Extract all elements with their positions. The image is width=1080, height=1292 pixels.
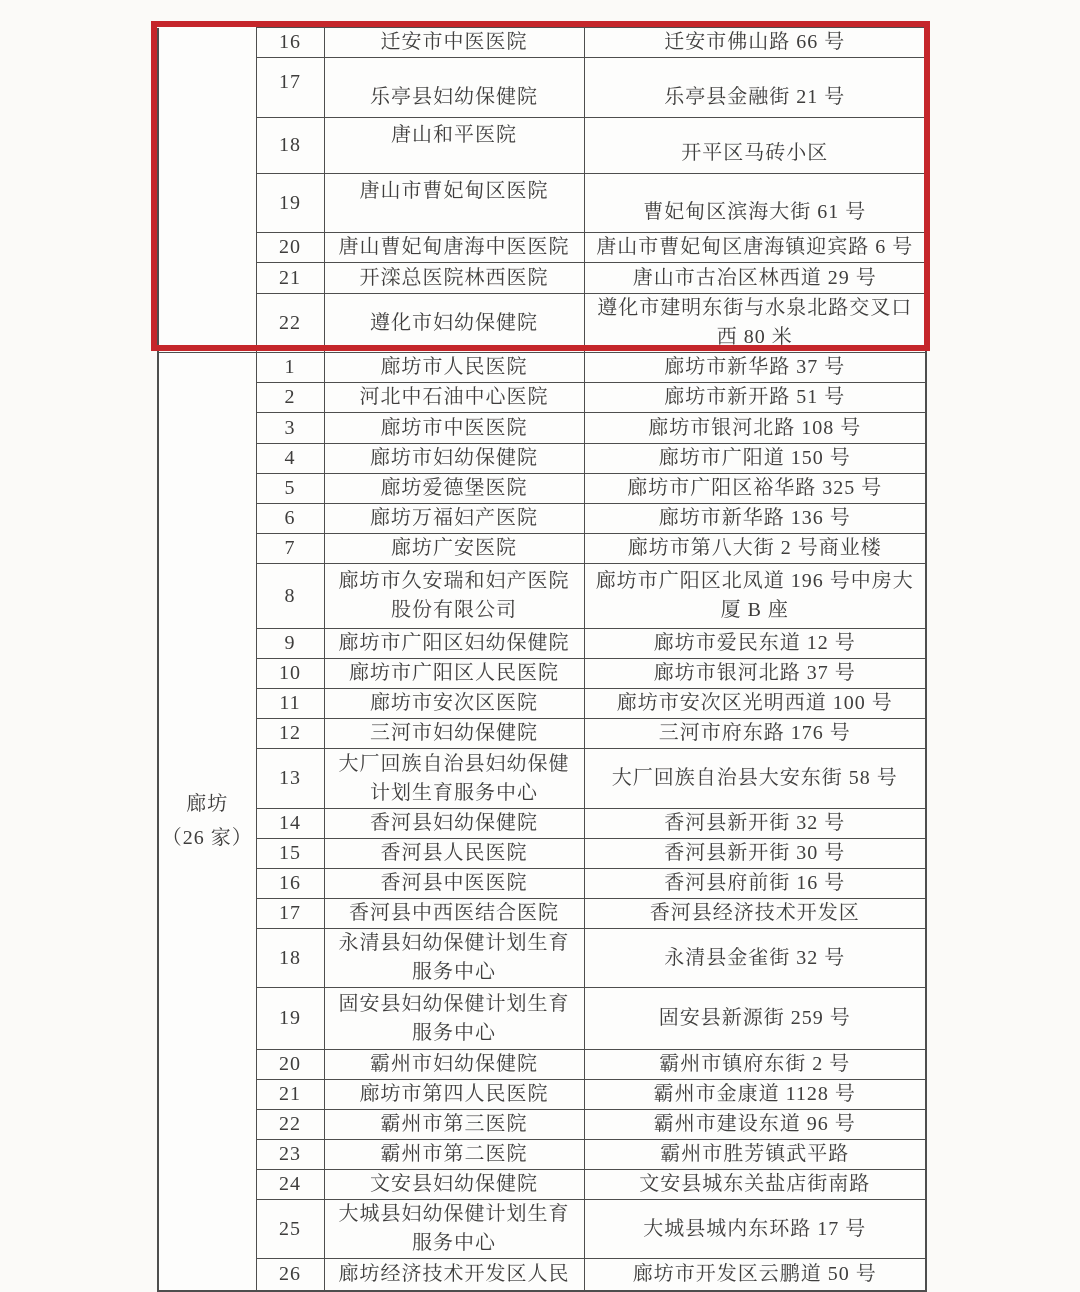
hospital-address: 大城县城内东环路 17 号: [584, 1200, 926, 1259]
table-row: [158, 1200, 926, 1259]
hospital-name: 大厂回族自治县妇幼保健计划生育服务中心: [324, 749, 584, 809]
hospital-address: 香河县经济技术开发区: [584, 899, 926, 929]
hospital-name: 廊坊经济技术开发区人民: [324, 1259, 584, 1291]
hospital-name: 廊坊市中医医院: [324, 413, 584, 444]
hospital-address: 廊坊市爱民东道 12 号: [584, 629, 926, 659]
row-number: 1: [256, 353, 324, 383]
row-number: 10: [256, 659, 324, 689]
hospital-name: 固安县妇幼保健计划生育服务中心: [324, 988, 584, 1050]
row-number: 17: [256, 899, 324, 929]
table-row: [158, 118, 926, 174]
hospital-name: 河北中石油中心医院: [324, 383, 584, 413]
row-number: 7: [256, 534, 324, 564]
row-number: 21: [256, 1080, 324, 1110]
hospital-name: 唐山和平医院: [324, 118, 584, 174]
hospital-name: 廊坊万福妇产医院: [324, 504, 584, 534]
hospital-address: 廊坊市新开路 51 号: [584, 383, 926, 413]
hospital-address: 廊坊市广阳区北凤道 196 号中房大厦 B 座: [584, 564, 926, 629]
hospital-address: 唐山市曹妃甸区唐海镇迎宾路 6 号: [584, 233, 926, 263]
table-row: [158, 839, 926, 869]
row-number: 24: [256, 1170, 324, 1200]
hospital-name: 廊坊爱德堡医院: [324, 474, 584, 504]
table-row: [158, 809, 926, 839]
hospital-address: 霸州市金康道 1128 号: [584, 1080, 926, 1110]
row-number: 22: [256, 294, 324, 353]
row-number: 3: [256, 413, 324, 444]
hospital-name: 大城县妇幼保健计划生育服务中心: [324, 1200, 584, 1259]
row-number: 17: [256, 58, 324, 118]
hospital-address: 廊坊市广阳区裕华路 325 号: [584, 474, 926, 504]
row-number: 19: [256, 174, 324, 233]
table-row: [158, 263, 926, 294]
hospital-name: 文安县妇幼保健院: [324, 1170, 584, 1200]
table-row: [158, 719, 926, 749]
hospital-name: 遵化市妇幼保健院: [324, 294, 584, 353]
table-row: [158, 174, 926, 233]
row-number: 12: [256, 719, 324, 749]
row-number: 26: [256, 1259, 324, 1291]
hospital-name: 霸州市第三医院: [324, 1110, 584, 1140]
row-number: 15: [256, 839, 324, 869]
hospital-address: 廊坊市银河北路 108 号: [584, 413, 926, 444]
row-number: 21: [256, 263, 324, 294]
hospital-table: [157, 27, 927, 1292]
table-row: [158, 564, 926, 629]
hospital-address: 廊坊市安次区光明西道 100 号: [584, 689, 926, 719]
table-row: [158, 504, 926, 534]
table-row: [158, 929, 926, 988]
hospital-name: 唐山市曹妃甸区医院: [324, 174, 584, 233]
row-number: 18: [256, 929, 324, 988]
table-row: [158, 1259, 926, 1291]
hospital-name: 廊坊市广阳区人民医院: [324, 659, 584, 689]
hospital-address: 香河县新开街 30 号: [584, 839, 926, 869]
hospital-name: 廊坊市久安瑞和妇产医院股份有限公司: [324, 564, 584, 629]
row-number: 14: [256, 809, 324, 839]
row-number: 11: [256, 689, 324, 719]
city-group-cell: [158, 353, 256, 1291]
hospital-address: 香河县府前街 16 号: [584, 869, 926, 899]
row-number: 16: [256, 28, 324, 58]
table-row: [158, 659, 926, 689]
hospital-address: 文安县城东关盐店街南路: [584, 1170, 926, 1200]
row-number: 9: [256, 629, 324, 659]
hospital-name: 香河县妇幼保健院: [324, 809, 584, 839]
table-row: [158, 1050, 926, 1080]
row-number: 19: [256, 988, 324, 1050]
hospital-name: 乐亭县妇幼保健院: [324, 58, 584, 118]
hospital-name: 霸州市第二医院: [324, 1140, 584, 1170]
hospital-address: 乐亭县金融街 21 号: [584, 58, 926, 118]
hospital-name: 香河县人民医院: [324, 839, 584, 869]
row-number: 13: [256, 749, 324, 809]
table-row: [158, 869, 926, 899]
table-row: [158, 899, 926, 929]
hospital-address: 唐山市古冶区林西道 29 号: [584, 263, 926, 294]
table-row: [158, 58, 926, 118]
table-row: [158, 1080, 926, 1110]
hospital-address: 霸州市建设东道 96 号: [584, 1110, 926, 1140]
hospital-name: 香河县中西医结合医院: [324, 899, 584, 929]
hospital-name: 迁安市中医医院: [324, 28, 584, 58]
hospital-name: 廊坊市人民医院: [324, 353, 584, 383]
hospital-address: 廊坊市第八大街 2 号商业楼: [584, 534, 926, 564]
row-number: 22: [256, 1110, 324, 1140]
table-row: [158, 1110, 926, 1140]
row-number: 6: [256, 504, 324, 534]
table-row: [158, 294, 926, 353]
city-group-label: 廊坊: [186, 793, 229, 816]
city-group-cell: [158, 28, 256, 353]
hospital-name: 三河市妇幼保健院: [324, 719, 584, 749]
row-number: 16: [256, 869, 324, 899]
hospital-name: 霸州市妇幼保健院: [324, 1050, 584, 1080]
hospital-address: 廊坊市新华路 136 号: [584, 504, 926, 534]
table-row: [158, 353, 926, 383]
hospital-address: 永清县金雀街 32 号: [584, 929, 926, 988]
row-number: 25: [256, 1200, 324, 1259]
hospital-name: 永清县妇幼保健计划生育服务中心: [324, 929, 584, 988]
table-row: [158, 28, 926, 58]
hospital-address: 香河县新开街 32 号: [584, 809, 926, 839]
row-number: 8: [256, 564, 324, 629]
hospital-name: 廊坊市第四人民医院: [324, 1080, 584, 1110]
row-number: 18: [256, 118, 324, 174]
row-number: 23: [256, 1140, 324, 1170]
row-number: 5: [256, 474, 324, 504]
hospital-address: 遵化市建明东街与水泉北路交叉口西 80 米: [584, 294, 926, 353]
hospital-name: 廊坊市妇幼保健院: [324, 444, 584, 474]
table-row: [158, 749, 926, 809]
hospital-name: 廊坊市广阳区妇幼保健院: [324, 629, 584, 659]
row-number: 20: [256, 1050, 324, 1080]
table-row: [158, 233, 926, 263]
hospital-name: 香河县中医医院: [324, 869, 584, 899]
hospital-name: 开滦总医院林西医院: [324, 263, 584, 294]
table-row: [158, 413, 926, 444]
hospital-address: 三河市府东路 176 号: [584, 719, 926, 749]
table-row: [158, 689, 926, 719]
row-number: 20: [256, 233, 324, 263]
row-number: 2: [256, 383, 324, 413]
table-row: [158, 474, 926, 504]
hospital-address: 廊坊市银河北路 37 号: [584, 659, 926, 689]
row-number: 4: [256, 444, 324, 474]
table-row: [158, 444, 926, 474]
hospital-address: 廊坊市广阳道 150 号: [584, 444, 926, 474]
hospital-address: 廊坊市新华路 37 号: [584, 353, 926, 383]
hospital-name: 廊坊市安次区医院: [324, 689, 584, 719]
hospital-address: 开平区马砖小区: [584, 118, 926, 174]
table-row: [158, 1140, 926, 1170]
city-group-label: （26 家）: [161, 827, 253, 850]
hospital-address: 迁安市佛山路 66 号: [584, 28, 926, 58]
table-row: [158, 383, 926, 413]
hospital-address: 大厂回族自治县大安东街 58 号: [584, 749, 926, 809]
table-row: [158, 629, 926, 659]
hospital-address: 固安县新源街 259 号: [584, 988, 926, 1050]
hospital-table-body: [158, 28, 926, 1291]
hospital-address: 曹妃甸区滨海大街 61 号: [584, 174, 926, 233]
hospital-name: 唐山曹妃甸唐海中医医院: [324, 233, 584, 263]
hospital-address: 霸州市胜芳镇武平路: [584, 1140, 926, 1170]
table-row: [158, 534, 926, 564]
table-row: [158, 988, 926, 1050]
hospital-name: 廊坊广安医院: [324, 534, 584, 564]
table-row: [158, 1170, 926, 1200]
hospital-address: 霸州市镇府东街 2 号: [584, 1050, 926, 1080]
hospital-address: 廊坊市开发区云鹏道 50 号: [584, 1259, 926, 1291]
